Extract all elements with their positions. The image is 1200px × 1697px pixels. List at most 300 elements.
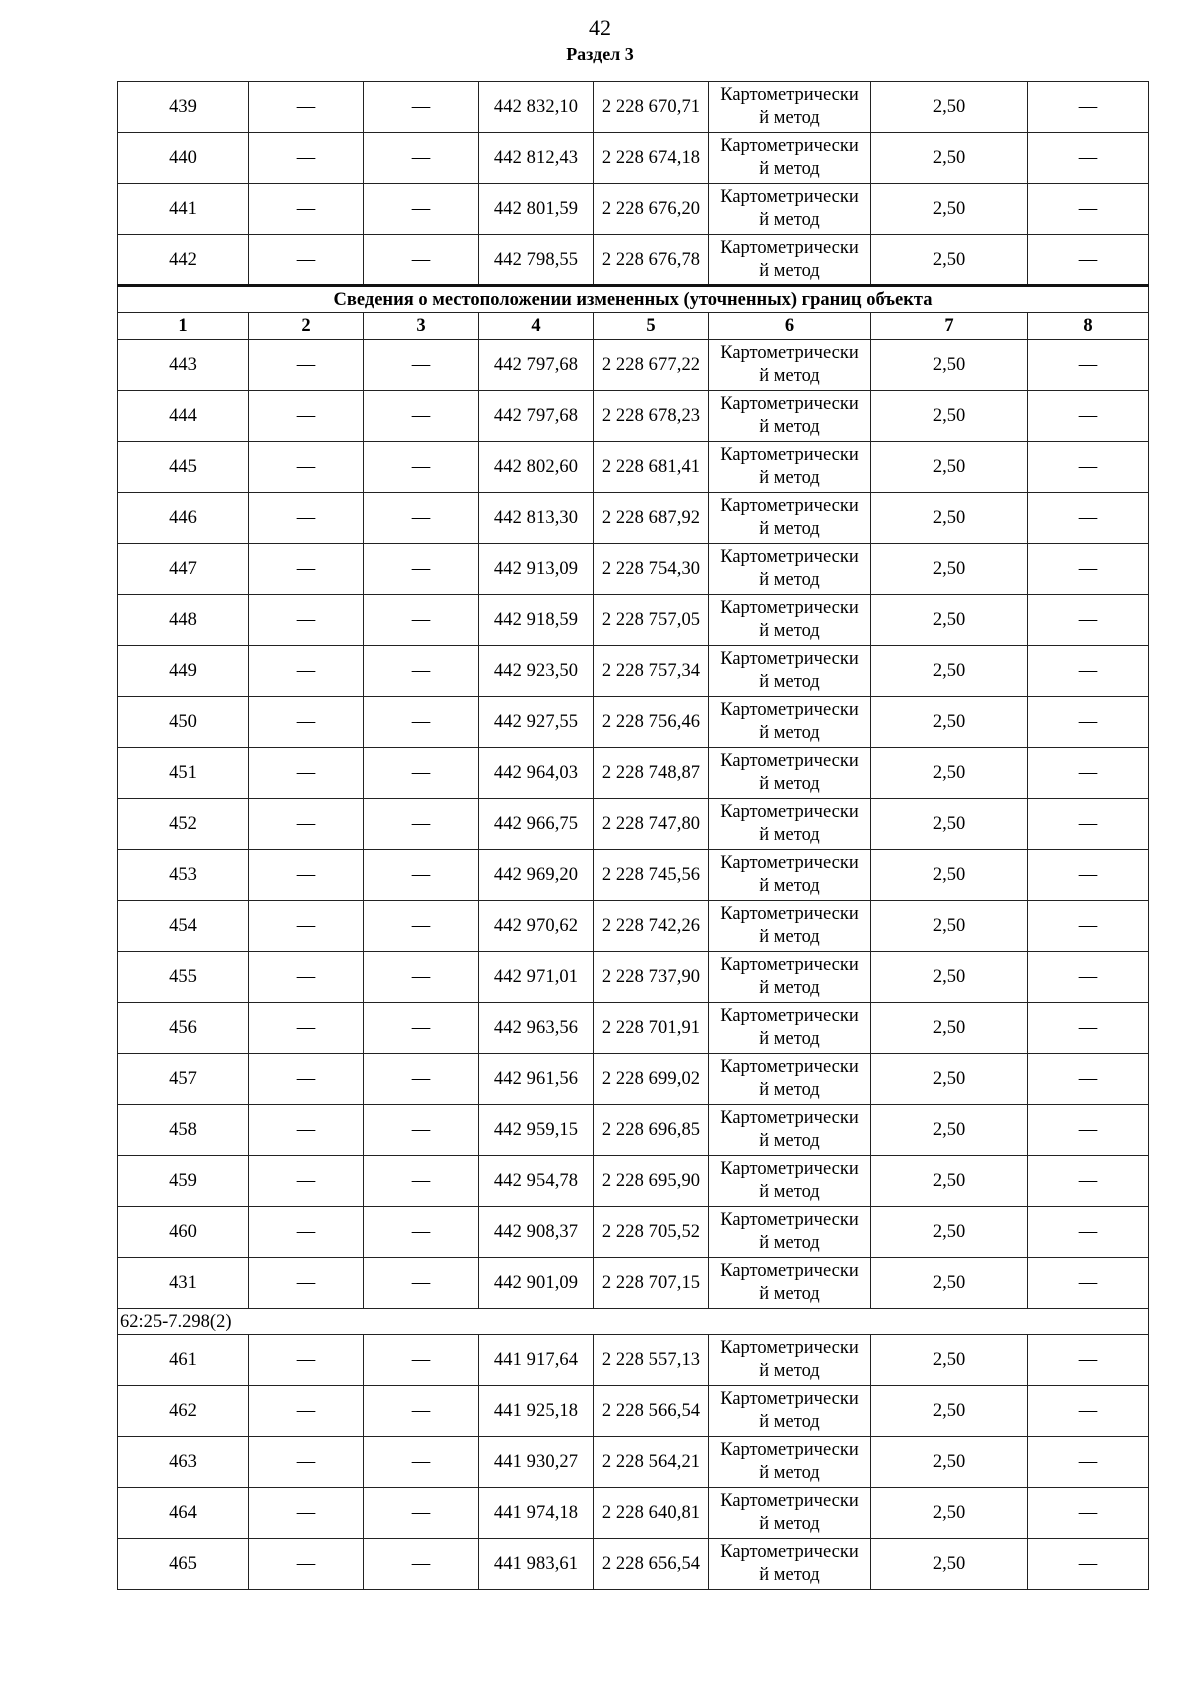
column-3-cell: — [364,1207,479,1258]
accuracy-cell: 2,50 [871,493,1028,544]
table-row [118,184,1149,235]
method-line-1: Картометрически [720,1389,859,1409]
column-number: 1 [118,313,249,340]
point-number-cell: 453 [118,850,249,901]
column-8-cell: — [1028,1054,1149,1105]
method-cell [709,493,871,544]
column-2-cell: — [249,1003,364,1054]
method-line-2: й метод [759,468,820,488]
column-2-cell: — [249,901,364,952]
method-line-2: й метод [759,723,820,743]
method-line-2: й метод [759,108,820,128]
column-8-cell: — [1028,595,1149,646]
method-line-2: й метод [759,366,820,386]
x-coordinate-cell: 441 917,64 [479,1335,594,1386]
method-line-2: й метод [759,825,820,845]
page-number: 42 [589,15,611,40]
column-8-cell: — [1028,1386,1149,1437]
point-number-cell: 461 [118,1335,249,1386]
method-line-1: Картометрически [720,187,859,207]
coordinates-table [117,81,1149,1590]
y-coordinate-cell: 2 228 737,90 [594,952,709,1003]
method-cell [709,799,871,850]
accuracy-cell: 2,50 [871,901,1028,952]
method-line-2: й метод [759,1029,820,1049]
method-line-2: й метод [759,570,820,590]
x-coordinate-cell: 442 964,03 [479,748,594,799]
column-2-cell: — [249,442,364,493]
table-row [118,1335,1149,1386]
column-3-cell: — [364,133,479,184]
method-cell [709,340,871,391]
point-number-cell: 445 [118,442,249,493]
column-8-cell: — [1028,184,1149,235]
point-number-cell: 459 [118,1156,249,1207]
column-2-cell: — [249,1335,364,1386]
method-cell [709,952,871,1003]
y-coordinate-cell: 2 228 757,34 [594,646,709,697]
method-cell [709,82,871,133]
table-row [118,133,1149,184]
table-row [118,1054,1149,1105]
x-coordinate-cell: 442 802,60 [479,442,594,493]
accuracy-cell: 2,50 [871,646,1028,697]
method-line-1: Картометрически [720,853,859,873]
column-8-cell: — [1028,799,1149,850]
y-coordinate-cell: 2 228 699,02 [594,1054,709,1105]
column-2-cell: — [249,595,364,646]
method-line-2: й метод [759,210,820,230]
method-line-1: Картометрически [720,1261,859,1281]
x-coordinate-cell: 442 801,59 [479,184,594,235]
x-coordinate-cell: 441 925,18 [479,1386,594,1437]
method-line-2: й метод [759,1463,820,1483]
method-cell [709,1386,871,1437]
column-8-cell: — [1028,133,1149,184]
x-coordinate-cell: 442 832,10 [479,82,594,133]
method-line-2: й метод [759,159,820,179]
column-3-cell: — [364,952,479,1003]
table-row [118,340,1149,391]
method-line-1: Картометрически [720,237,859,258]
y-coordinate-cell: 2 228 696,85 [594,1105,709,1156]
accuracy-cell: 2,50 [871,1437,1028,1488]
column-8-cell: — [1028,1258,1149,1309]
column-3-cell: — [364,340,479,391]
column-8-cell: — [1028,1437,1149,1488]
column-8-cell: — [1028,1207,1149,1258]
x-coordinate-cell: 442 913,09 [479,544,594,595]
column-3-cell: — [364,1003,479,1054]
point-number-cell: 462 [118,1386,249,1437]
method-line-2: й метод [759,621,820,641]
point-number-cell: 447 [118,544,249,595]
method-line-1: Картометрически [720,136,859,156]
table-row [118,493,1149,544]
table-row [118,1386,1149,1437]
method-line-1: Картометрически [720,1159,859,1179]
accuracy-cell: 2,50 [871,748,1028,799]
column-2-cell: — [249,646,364,697]
method-cell [709,850,871,901]
method-line-1: Картометрически [720,547,859,567]
y-coordinate-cell: 2 228 748,87 [594,748,709,799]
method-cell [709,133,871,184]
column-3-cell: — [364,1335,479,1386]
column-3-cell: — [364,748,479,799]
table-section-before [118,82,1149,286]
column-8-cell: — [1028,82,1149,133]
method-line-2: й метод [759,1412,820,1432]
column-2-cell: — [249,493,364,544]
y-coordinate-cell: 2 228 687,92 [594,493,709,544]
method-line-2: й метод [759,1080,820,1100]
column-number: 2 [249,313,364,340]
column-2-cell: — [249,1105,364,1156]
column-3-cell: — [364,1258,479,1309]
column-8-cell: — [1028,1156,1149,1207]
accuracy-cell: 2,50 [871,1488,1028,1539]
table-row [118,952,1149,1003]
method-line-2: й метод [759,1233,820,1253]
point-number-cell: 446 [118,493,249,544]
point-number-cell: 450 [118,697,249,748]
method-cell [709,646,871,697]
group-label: 62:25-7.298(2) [118,1309,1149,1335]
method-line-2: й метод [759,519,820,539]
column-2-cell: — [249,697,364,748]
column-3-cell: — [364,391,479,442]
table-row [118,1258,1149,1309]
column-8-cell: — [1028,1539,1149,1590]
method-cell [709,901,871,952]
column-2-cell: — [249,748,364,799]
column-8-cell: — [1028,1003,1149,1054]
column-2-cell: — [249,799,364,850]
column-2-cell: — [249,391,364,442]
x-coordinate-cell: 442 923,50 [479,646,594,697]
point-number-cell: 441 [118,184,249,235]
method-cell [709,544,871,595]
point-number-cell: 444 [118,391,249,442]
table-row [118,799,1149,850]
method-cell [709,1437,871,1488]
x-coordinate-cell: 441 983,61 [479,1539,594,1590]
method-line-2: й метод [759,774,820,794]
y-coordinate-cell: 2 228 756,46 [594,697,709,748]
x-coordinate-cell: 442 961,56 [479,1054,594,1105]
column-2-cell: — [249,235,364,286]
column-2-cell: — [249,1386,364,1437]
accuracy-cell: 2,50 [871,1386,1028,1437]
column-8-cell: — [1028,493,1149,544]
column-2-cell: — [249,1207,364,1258]
point-number-cell: 458 [118,1105,249,1156]
table-row [118,1207,1149,1258]
accuracy-cell: 2,50 [871,1335,1028,1386]
point-number-cell: 457 [118,1054,249,1105]
y-coordinate-cell: 2 228 677,22 [594,340,709,391]
column-3-cell: — [364,595,479,646]
method-cell [709,595,871,646]
point-number-cell: 448 [118,595,249,646]
method-cell [709,697,871,748]
method-cell [709,748,871,799]
column-2-cell: — [249,184,364,235]
accuracy-cell: 2,50 [871,442,1028,493]
y-coordinate-cell: 2 228 695,90 [594,1156,709,1207]
column-8-cell: — [1028,850,1149,901]
column-number: 6 [709,313,871,340]
y-coordinate-cell: 2 228 754,30 [594,544,709,595]
x-coordinate-cell: 442 963,56 [479,1003,594,1054]
x-coordinate-cell: 441 930,27 [479,1437,594,1488]
method-line-1: Картометрически [720,343,859,363]
y-coordinate-cell: 2 228 705,52 [594,1207,709,1258]
column-8-cell: — [1028,1335,1149,1386]
table-row [118,901,1149,952]
column-3-cell: — [364,1437,479,1488]
column-8-cell: — [1028,235,1149,286]
table-row [118,235,1149,286]
method-line-1: Картометрически [720,1542,859,1562]
y-coordinate-cell: 2 228 674,18 [594,133,709,184]
column-number: 7 [871,313,1028,340]
y-coordinate-cell: 2 228 678,23 [594,391,709,442]
column-3-cell: — [364,82,479,133]
method-cell [709,442,871,493]
method-line-2: й метод [759,417,820,437]
column-3-cell: — [364,646,479,697]
method-cell [709,1539,871,1590]
point-number-cell: 439 [118,82,249,133]
table-caption: Сведения о местоположении измененных (уточненных) границ объекта [118,286,1149,313]
method-line-2: й метод [759,927,820,947]
column-3-cell: — [364,1105,479,1156]
column-3-cell: — [364,544,479,595]
table-row [118,544,1149,595]
method-line-2: й метод [759,1284,820,1304]
method-line-2: й метод [759,260,820,281]
method-line-1: Картометрически [720,1440,859,1460]
accuracy-cell: 2,50 [871,391,1028,442]
method-line-1: Картометрически [720,700,859,720]
method-cell [709,235,871,286]
accuracy-cell: 2,50 [871,133,1028,184]
method-line-2: й метод [759,1131,820,1151]
y-coordinate-cell: 2 228 656,54 [594,1539,709,1590]
column-2-cell: — [249,82,364,133]
method-cell [709,1156,871,1207]
method-cell [709,1488,871,1539]
x-coordinate-cell: 442 798,55 [479,235,594,286]
column-3-cell: — [364,697,479,748]
method-line-1: Картометрически [720,598,859,618]
group-section [118,1309,1149,1335]
x-coordinate-cell: 442 971,01 [479,952,594,1003]
x-coordinate-cell: 442 812,43 [479,133,594,184]
column-3-cell: — [364,1156,479,1207]
method-line-2: й метод [759,876,820,896]
column-2-cell: — [249,1156,364,1207]
point-number-cell: 452 [118,799,249,850]
table-row [118,748,1149,799]
accuracy-cell: 2,50 [871,697,1028,748]
column-2-cell: — [249,1437,364,1488]
accuracy-cell: 2,50 [871,1156,1028,1207]
column-3-cell: — [364,184,479,235]
column-2-cell: — [249,340,364,391]
accuracy-cell: 2,50 [871,595,1028,646]
y-coordinate-cell: 2 228 707,15 [594,1258,709,1309]
column-2-cell: — [249,1054,364,1105]
point-number-cell: 431 [118,1258,249,1309]
x-coordinate-cell: 442 797,68 [479,391,594,442]
table-row [118,1156,1149,1207]
method-cell [709,1258,871,1309]
column-2-cell: — [249,133,364,184]
accuracy-cell: 2,50 [871,799,1028,850]
column-8-cell: — [1028,544,1149,595]
x-coordinate-cell: 442 908,37 [479,1207,594,1258]
method-line-1: Картометрически [720,1006,859,1026]
table-caption-row [118,286,1149,313]
accuracy-cell: 2,50 [871,340,1028,391]
y-coordinate-cell: 2 228 566,54 [594,1386,709,1437]
column-3-cell: — [364,1488,479,1539]
table-row [118,391,1149,442]
accuracy-cell: 2,50 [871,184,1028,235]
method-line-1: Картометрически [720,394,859,414]
column-8-cell: — [1028,952,1149,1003]
table-caption-section [118,286,1149,340]
column-3-cell: — [364,1386,479,1437]
y-coordinate-cell: 2 228 742,26 [594,901,709,952]
method-line-2: й метод [759,1565,820,1585]
column-3-cell: — [364,1539,479,1590]
column-8-cell: — [1028,901,1149,952]
method-line-1: Картометрически [720,1057,859,1077]
method-line-1: Картометрически [720,1108,859,1128]
column-8-cell: — [1028,1488,1149,1539]
column-8-cell: — [1028,340,1149,391]
y-coordinate-cell: 2 228 701,91 [594,1003,709,1054]
method-line-2: й метод [759,1361,820,1381]
column-number-row [118,313,1149,340]
column-8-cell: — [1028,442,1149,493]
table-row [118,850,1149,901]
method-cell [709,1207,871,1258]
column-8-cell: — [1028,697,1149,748]
column-3-cell: — [364,442,479,493]
column-2-cell: — [249,1539,364,1590]
method-line-1: Картометрически [720,496,859,516]
method-cell [709,391,871,442]
column-2-cell: — [249,952,364,1003]
method-line-1: Картометрически [720,904,859,924]
method-cell [709,1054,871,1105]
table-section-after [118,1335,1149,1590]
method-line-1: Картометрически [720,1210,859,1230]
x-coordinate-cell: 442 970,62 [479,901,594,952]
table-row [118,646,1149,697]
column-2-cell: — [249,1488,364,1539]
method-cell [709,1105,871,1156]
table-row [118,1105,1149,1156]
point-number-cell: 454 [118,901,249,952]
point-number-cell: 464 [118,1488,249,1539]
method-cell [709,1335,871,1386]
accuracy-cell: 2,50 [871,1207,1028,1258]
method-line-2: й метод [759,978,820,998]
column-3-cell: — [364,1054,479,1105]
y-coordinate-cell: 2 228 757,05 [594,595,709,646]
accuracy-cell: 2,50 [871,82,1028,133]
method-line-1: Картометрически [720,1491,859,1511]
x-coordinate-cell: 442 797,68 [479,340,594,391]
table-row [118,595,1149,646]
method-line-1: Картометрически [720,85,859,105]
column-3-cell: — [364,799,479,850]
accuracy-cell: 2,50 [871,952,1028,1003]
method-line-1: Картометрически [720,1338,859,1358]
method-line-2: й метод [759,1182,820,1202]
point-number-cell: 442 [118,235,249,286]
accuracy-cell: 2,50 [871,1539,1028,1590]
column-3-cell: — [364,901,479,952]
column-2-cell: — [249,544,364,595]
accuracy-cell: 2,50 [871,235,1028,286]
table-row [118,82,1149,133]
method-cell [709,1003,871,1054]
column-8-cell: — [1028,1105,1149,1156]
x-coordinate-cell: 442 954,78 [479,1156,594,1207]
section-title: Раздел 3 [566,44,634,64]
y-coordinate-cell: 2 228 747,80 [594,799,709,850]
point-number-cell: 465 [118,1539,249,1590]
accuracy-cell: 2,50 [871,850,1028,901]
accuracy-cell: 2,50 [871,1054,1028,1105]
y-coordinate-cell: 2 228 681,41 [594,442,709,493]
method-line-2: й метод [759,1514,820,1534]
column-2-cell: — [249,1258,364,1309]
x-coordinate-cell: 441 974,18 [479,1488,594,1539]
x-coordinate-cell: 442 927,55 [479,697,594,748]
accuracy-cell: 2,50 [871,1003,1028,1054]
point-number-cell: 463 [118,1437,249,1488]
x-coordinate-cell: 442 813,30 [479,493,594,544]
y-coordinate-cell: 2 228 676,20 [594,184,709,235]
method-line-1: Картометрически [720,649,859,669]
point-number-cell: 443 [118,340,249,391]
column-number: 3 [364,313,479,340]
x-coordinate-cell: 442 969,20 [479,850,594,901]
table-row [118,697,1149,748]
accuracy-cell: 2,50 [871,1258,1028,1309]
point-number-cell: 460 [118,1207,249,1258]
column-8-cell: — [1028,391,1149,442]
point-number-cell: 440 [118,133,249,184]
y-coordinate-cell: 2 228 564,21 [594,1437,709,1488]
column-3-cell: — [364,493,479,544]
y-coordinate-cell: 2 228 745,56 [594,850,709,901]
method-cell [709,184,871,235]
x-coordinate-cell: 442 918,59 [479,595,594,646]
x-coordinate-cell: 442 966,75 [479,799,594,850]
column-number: 5 [594,313,709,340]
x-coordinate-cell: 442 901,09 [479,1258,594,1309]
y-coordinate-cell: 2 228 676,78 [594,235,709,286]
